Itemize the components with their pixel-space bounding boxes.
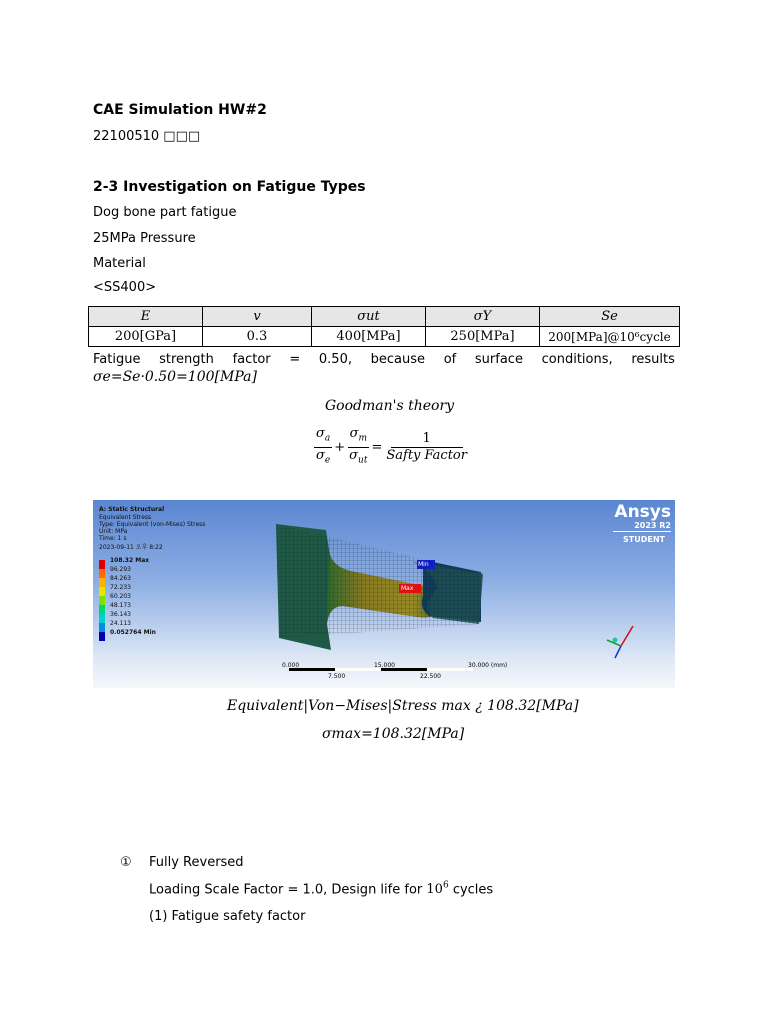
cell-v: 0.3 [203,327,312,347]
word: because [370,352,426,367]
fatigue-strength-line [93,352,675,367]
cell-e: 200[GPa] [89,327,203,347]
legend-label: 84.263 [110,575,131,582]
min-label: Min [418,561,429,568]
header-v: v [203,307,312,327]
ansys-edition: STUDENT [623,535,665,544]
student-id: 22100510 □□□ [93,129,201,144]
line-dogbone: Dog bone part fatigue [93,205,237,220]
ansys-result-image [93,500,675,688]
legend-label: 72.233 [110,584,131,591]
fraction-safety [384,431,469,464]
goodman-equation: $\frac{\sigma_a}{\sigma_e}$ + $\frac{\sigma_m}{\sigma_{ut}}$ = $\frac{1}{\text{Safty Factor}}$ [312,426,471,468]
word: Fatigue [93,352,141,367]
header-sigma-y: σY [426,307,540,327]
word: of [443,352,457,367]
list-marker: ① [120,855,132,870]
max-label: Max [401,585,414,592]
material-table [88,306,680,347]
ansys-version: 2023 R2 [634,521,671,530]
cell-sigma-y: 250[MPa] [426,327,540,347]
table-header-row [89,307,680,327]
word: strength [159,352,214,367]
legend-label: 108.32 Max [110,557,150,564]
table-row [89,327,680,347]
loading-text: Loading Scale Factor = 1.0, Design life for [149,882,423,898]
header-sigma-ut: σut [312,307,426,327]
mesh-overlay [276,524,483,638]
legend-label: 60.203 [110,593,131,600]
triad-x-axis [615,646,621,658]
scale-label: 15.000 [374,662,395,669]
word: results [631,352,675,367]
scale-label: 0.000 [282,662,300,669]
equivalent-stress-line: Equivalent|Von−Mises|Stress max ¿ 108.32[MPa] [227,698,579,714]
cycles-text: cycles [452,882,494,898]
sigma-e-equation: σe=Se·0.50=100[MPa] [93,369,257,385]
legend-label: 0.052764 Min [110,629,156,636]
goodman-title: Goodman's theory [325,398,455,414]
ansys-header-line: Equivalent Stress [99,514,152,521]
header-se: Se [540,307,680,327]
word: conditions, [541,352,613,367]
ansys-header-line: Unit: MPa [99,528,128,535]
sigma-max-line: σmax=108.32[MPa] [322,726,465,742]
ansys-header-line: Type: Equivalent (von-Mises) Stress [99,521,206,528]
rhs-denominator: Safty Factor [386,447,467,463]
cell-sigma-ut: 400[MPa] [312,327,426,347]
word: 0.50, [318,352,352,367]
scale-label: 22.500 [420,673,441,680]
design-life-exponent [426,882,448,897]
exp-sup: 6 [442,881,449,891]
fraction-a-e: $\frac{\sigma_a}{\sigma_e}$ [316,426,331,466]
ansys-logo: Ansys [614,502,671,522]
triad-origin [613,638,618,643]
ansys-header-line: A: Static Structural [99,506,165,513]
line-pressure: 25MPa Pressure [93,231,196,246]
section-title: 2-3 Investigation on Fatigue Types [93,179,366,195]
legend-label: 36.143 [110,611,131,618]
scale-bar-seg [427,668,473,671]
fraction-m-ut: $\frac{\sigma_m}{\sigma_{ut}}$ [349,426,368,466]
line-ss400: <SS400> [93,280,157,295]
scale-label: 7.500 [328,673,346,680]
header-e: E [89,307,203,327]
rhs-numerator: 1 [391,431,463,448]
doc-title: CAE Simulation HW#2 [93,102,267,118]
list-item-fully-reversed: Fully Reversed [149,855,244,870]
legend-label: 24.113 [110,620,131,627]
legend-label: 48.173 [110,602,131,609]
word: = [289,352,301,367]
ansys-header-line: 2023-09-11 오후 8:22 [99,544,163,551]
line-material: Material [93,256,146,271]
dogbone-model [93,500,675,688]
ansys-divider [613,531,671,532]
sub-item-safety-factor: (1) Fatigue safety factor [149,909,306,924]
triad-z-axis [621,626,633,646]
cell-se: 200[MPa]@10⁶cycle [540,327,680,347]
ansys-header-line: Time: 1 s [99,535,127,542]
word: factor [232,352,271,367]
legend-label: 96.293 [110,566,131,573]
word: surface [474,352,523,367]
scale-label: 30.000 (mm) [468,662,508,669]
loading-line [149,881,493,897]
exp-base: 10 [426,882,443,898]
